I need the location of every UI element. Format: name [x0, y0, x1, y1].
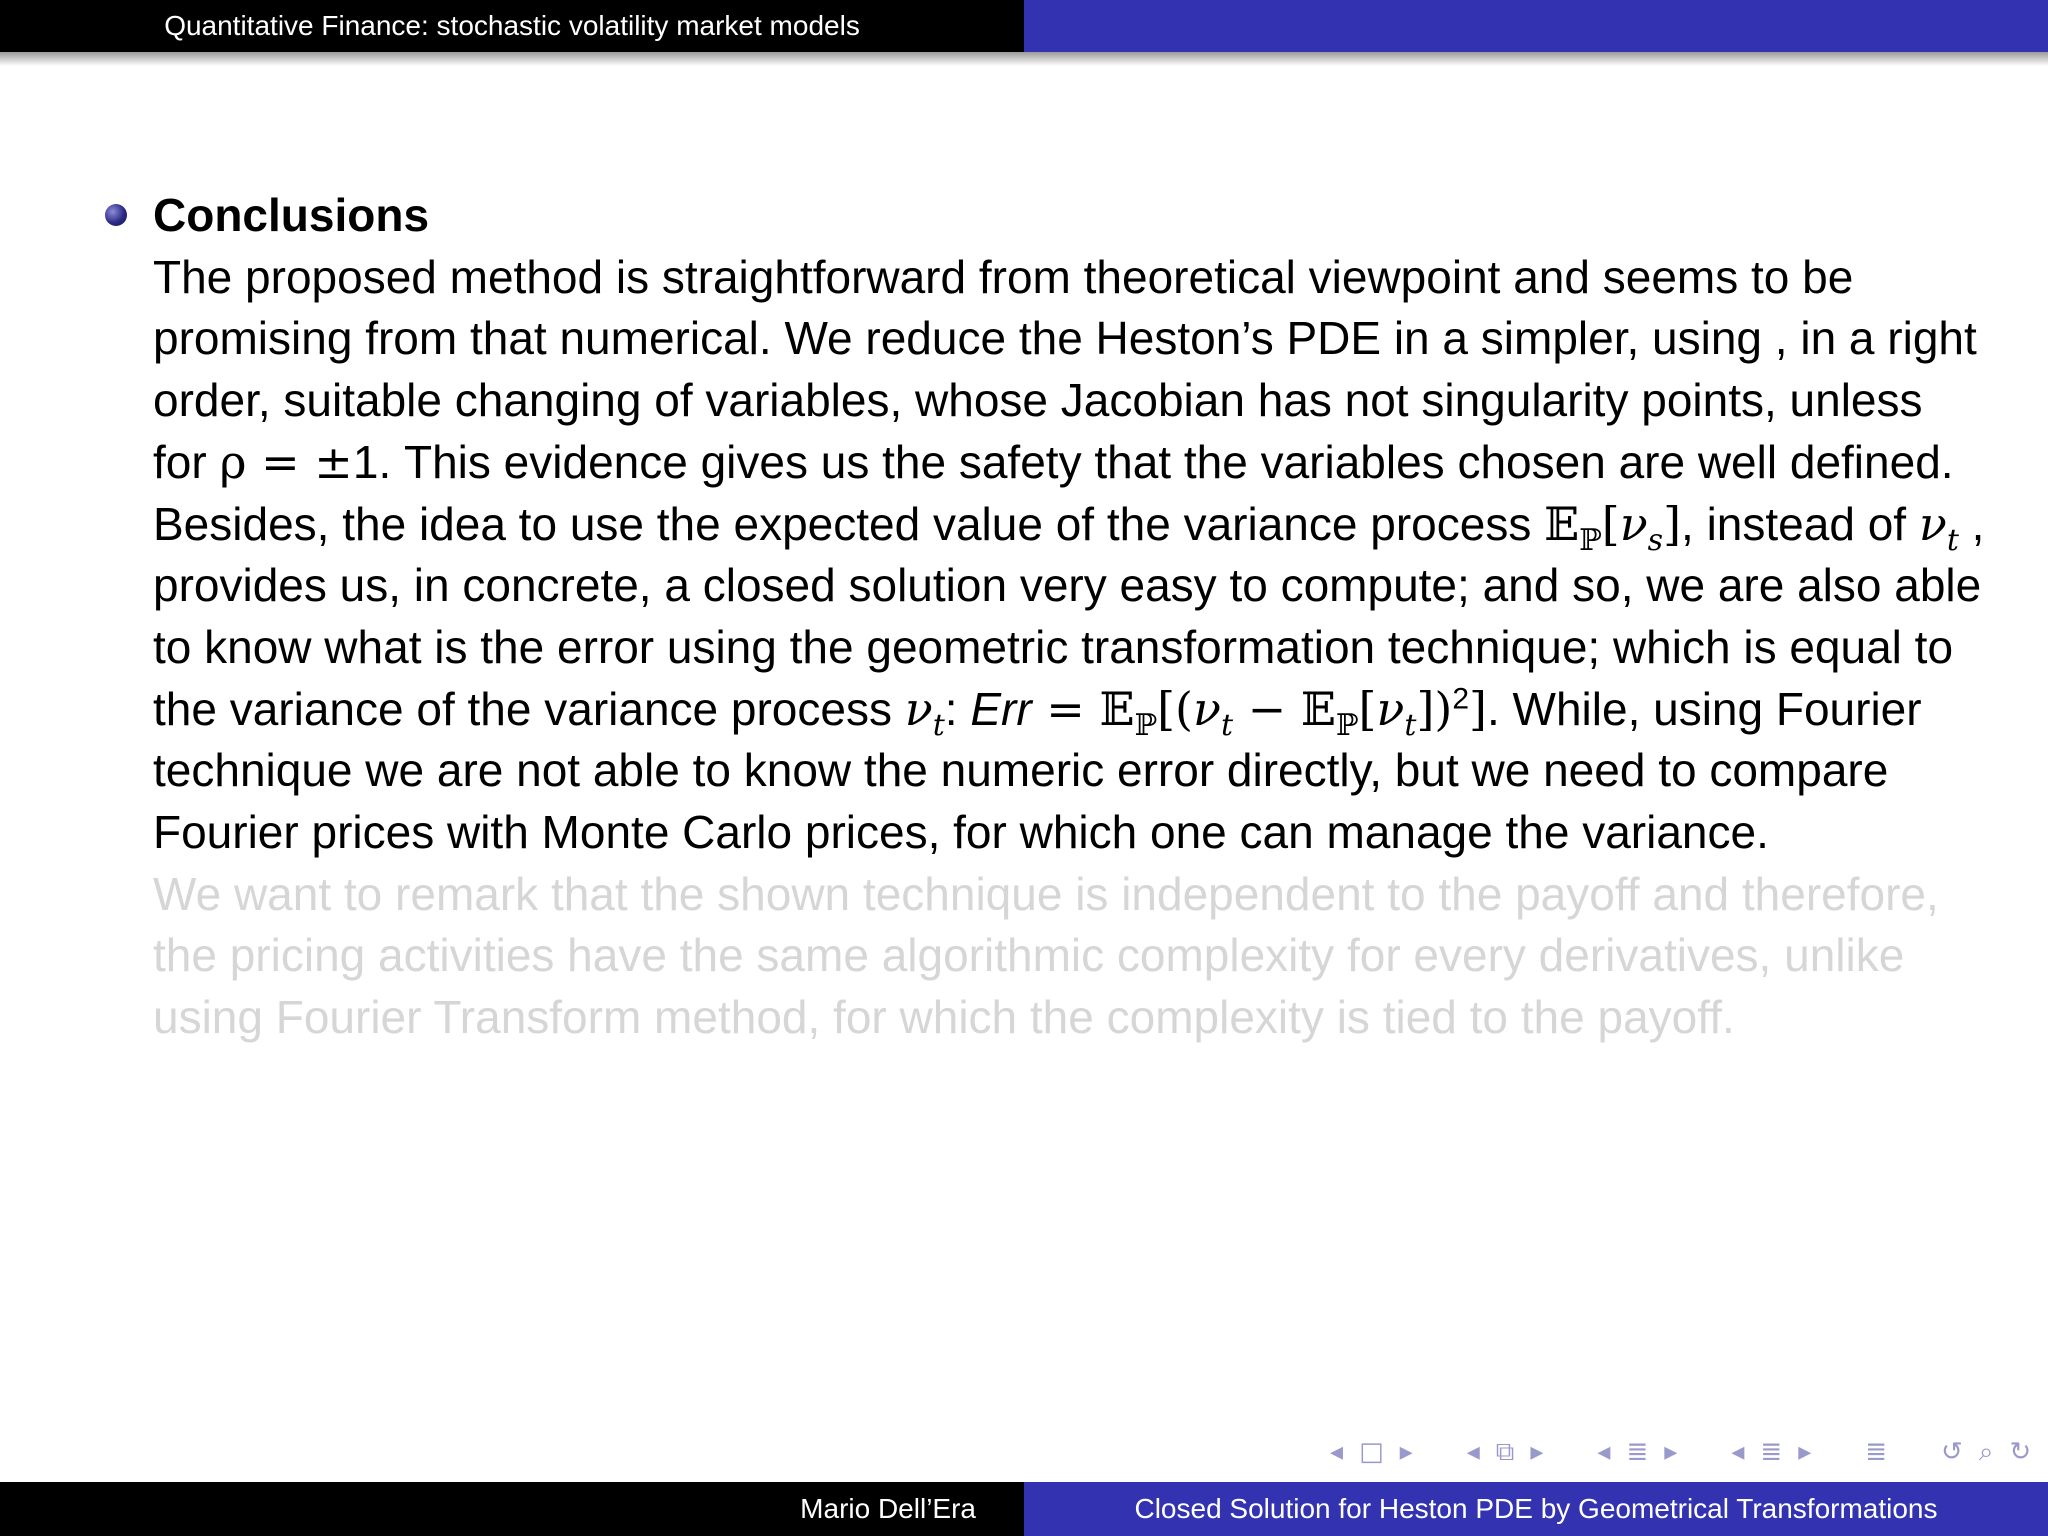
subscript: s	[1647, 522, 1664, 558]
subscript: t	[1946, 522, 1959, 558]
bracket: [	[1358, 681, 1377, 736]
measure-symbol: ℙ	[1335, 707, 1359, 743]
bracket: [	[1601, 496, 1620, 551]
bracket: [(	[1157, 681, 1193, 736]
nav-next-section-icon[interactable]: ▸	[1798, 1437, 1812, 1467]
slide-heading: Conclusions	[153, 189, 430, 241]
nav-document-icon[interactable]: ≣	[1865, 1437, 1888, 1467]
paragraph-remark: We want to remark that the shown technique is independent to the payoff and therefore, the pricing activities have the same algorithmic complexity for every derivatives, unlike using Fourier Transform method, for which the complexity is tied to the payoff.	[153, 867, 1939, 1044]
rho-value: 1	[352, 435, 379, 488]
nav-section-icon[interactable]: ≣	[1760, 1437, 1783, 1467]
nav-prev-subsection-icon[interactable]: ◂	[1597, 1437, 1611, 1467]
nav-back-icon[interactable]: ↺	[1941, 1437, 1963, 1467]
section-title[interactable]: Quantitative Finance: stochastic volatility market models	[0, 0, 1024, 52]
subscript: t	[932, 707, 945, 743]
nav-forward-icon[interactable]: ↻	[2009, 1437, 2032, 1467]
measure-symbol: ℙ	[1579, 522, 1602, 558]
subscript: t	[1404, 707, 1417, 743]
bracket: ]	[1469, 681, 1487, 736]
nav-next-slide-icon[interactable]: ▸	[1399, 1437, 1413, 1467]
equals-sign: =	[1031, 681, 1100, 736]
nu-symbol: ν	[904, 681, 933, 736]
nav-frame-icon[interactable]: ⧉	[1495, 1436, 1515, 1467]
nav-prev-section-icon[interactable]: ◂	[1731, 1437, 1745, 1467]
minus-sign: −	[1233, 681, 1301, 736]
para1-text-a: The proposed method is straightforward from theoretical viewpoint and seems to be promising from that numerical. We reduce the Heston’s PDE in a simpler, using , in a right order, suitable changing of variables, whose Jacobian has not singularity points, unless for	[153, 250, 1977, 488]
nav-next-frame-icon[interactable]: ▸	[1530, 1437, 1544, 1467]
paragraph-expected-value	[153, 494, 1985, 864]
expectation-symbol: 𝔼	[1544, 496, 1580, 551]
bullet-item	[105, 185, 1985, 1049]
para2-text-a: Besides, the idea to use the expected value of the variance process	[153, 497, 1545, 550]
expectation-symbol: 𝔼	[1300, 681, 1336, 736]
nu-symbol: ν	[1376, 681, 1405, 736]
nav-slide-icon[interactable]: □	[1359, 1437, 1384, 1467]
nav-search-icon[interactable]: ⌕	[1978, 1436, 1994, 1467]
nu-symbol: ν	[1193, 681, 1221, 736]
footer-bar	[0, 1482, 2048, 1536]
para2-text-d: . While, using Fourier technique we are not able to know the numeric error directly, but we need to compare Fourier prices with Monte Carlo prices, for which one can manage the variance.	[153, 682, 1922, 859]
nu-symbol: ν	[1619, 496, 1648, 551]
nav-prev-frame-icon[interactable]: ◂	[1466, 1437, 1480, 1467]
header-right-panel	[1024, 0, 2048, 52]
navigation-symbols	[1330, 1434, 2031, 1470]
rho-expression: ρ = ±	[219, 434, 353, 489]
footer-author: Mario Dell’Era	[0, 1482, 1024, 1536]
expectation-symbol: 𝔼	[1099, 681, 1135, 736]
nu-symbol: ν	[1918, 496, 1947, 551]
bracket: ]	[1663, 496, 1682, 551]
header-bar	[0, 0, 2048, 52]
slide-content	[105, 185, 1985, 1049]
colon: :	[944, 682, 971, 735]
superscript: 2	[1452, 682, 1470, 716]
para2-text-c: , provides us, in concrete, a closed solution very easy to compute; and so, we are also able to know what is the error using the geometric transformation technique; which is equal to the variance of the variance process	[153, 497, 1985, 735]
bracket: ])	[1416, 681, 1453, 736]
para2-text-b: , instead of	[1681, 497, 1919, 550]
subscript: t	[1220, 707, 1234, 743]
paragraph-method	[153, 247, 1985, 494]
err-label: Err	[970, 682, 1032, 735]
bullet-icon	[105, 204, 127, 226]
header-shadow	[0, 52, 2048, 66]
measure-symbol: ℙ	[1134, 707, 1158, 743]
bullet-text	[153, 185, 1985, 1049]
para1-text-b: . This evidence gives us the safety that the variables chosen are well defined.	[378, 435, 1954, 488]
footer-title: Closed Solution for Heston PDE by Geometrical Transformations	[1024, 1482, 2048, 1536]
nav-next-subsection-icon[interactable]: ▸	[1664, 1437, 1678, 1467]
nav-subsection-icon[interactable]: ≣	[1626, 1437, 1649, 1467]
nav-prev-slide-icon[interactable]: ◂	[1330, 1437, 1344, 1467]
